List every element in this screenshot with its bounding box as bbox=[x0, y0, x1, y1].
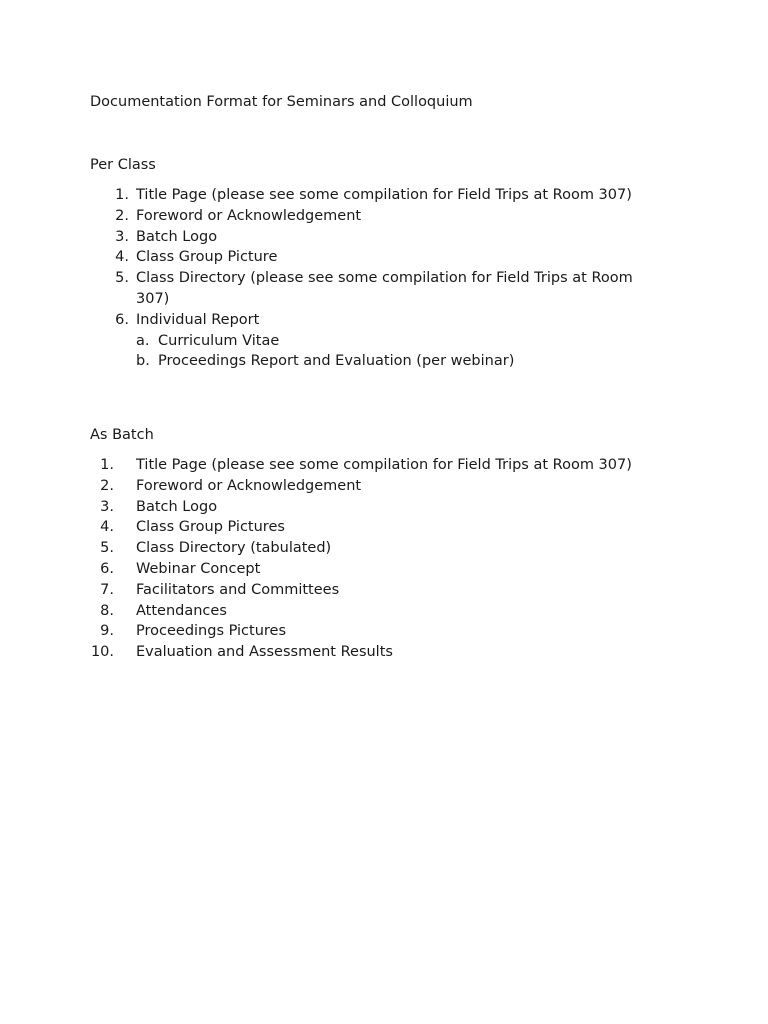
list-item-text: Class Group Pictures bbox=[136, 519, 285, 536]
list-item-text: Foreword or Acknowledgement bbox=[136, 477, 362, 494]
list-item-text: Attendances bbox=[136, 602, 227, 619]
list-item-text: Webinar Concept bbox=[136, 560, 261, 577]
list-item-number: 8. bbox=[100, 602, 114, 619]
per-class-list bbox=[90, 185, 670, 372]
list-item-text: Class Directory (tabulated) bbox=[136, 540, 332, 557]
list-item-number: 5. bbox=[115, 270, 129, 287]
sublist-item-letter: a. bbox=[136, 332, 150, 349]
list-item-number: 5. bbox=[100, 540, 114, 557]
list-item-number: 7. bbox=[100, 581, 114, 598]
list-item-number: 1. bbox=[115, 187, 129, 203]
list-item-text: Class Group Picture bbox=[136, 249, 278, 266]
list-item bbox=[90, 517, 670, 538]
list-item-number: 10. bbox=[90, 644, 114, 661]
list-item-text: Facilitators and Committees bbox=[136, 581, 340, 598]
list-item bbox=[90, 185, 670, 206]
list-item-number: 1. bbox=[100, 457, 114, 473]
list-item bbox=[90, 538, 670, 559]
sublist-item bbox=[136, 331, 670, 352]
list-item bbox=[90, 206, 670, 227]
as-batch-list bbox=[90, 455, 670, 663]
list-item bbox=[90, 247, 670, 268]
sublist-item-text: Proceedings Report and Evaluation (per webinar) bbox=[158, 353, 515, 370]
list-item bbox=[90, 580, 670, 601]
list-item bbox=[90, 310, 670, 372]
list-item bbox=[90, 601, 670, 622]
list-item-number: 4. bbox=[100, 519, 114, 536]
list-item-number: 4. bbox=[115, 249, 129, 266]
list-item-number: 9. bbox=[100, 623, 114, 640]
list-item-text: Evaluation and Assessment Results bbox=[136, 644, 393, 661]
list-item-text: Individual Report bbox=[136, 311, 260, 328]
list-item bbox=[90, 455, 670, 476]
list-item bbox=[90, 559, 670, 580]
document-title: Documentation Format for Seminars and Colloquium bbox=[90, 94, 473, 110]
individual-report-sublist bbox=[90, 331, 670, 373]
list-item-number: 2. bbox=[115, 207, 129, 224]
section-heading-per-class: Per Class bbox=[90, 157, 156, 173]
list-item-number: 3. bbox=[100, 498, 114, 515]
list-item-text: Foreword or Acknowledgement bbox=[136, 207, 362, 224]
sublist-item-letter: b. bbox=[136, 353, 150, 370]
list-item-text: Batch Logo bbox=[136, 228, 218, 245]
list-item-text: Title Page (please see some compilation for Field Trips at Room 307) bbox=[136, 457, 632, 473]
section-heading-as-batch: As Batch bbox=[90, 427, 154, 443]
list-item-text: Batch Logo bbox=[136, 498, 218, 515]
list-item bbox=[90, 642, 670, 663]
sublist-item bbox=[136, 351, 670, 372]
list-item-text: Class Directory (please see some compilation for Field Trips at Room 307) bbox=[136, 270, 633, 307]
list-item bbox=[90, 621, 670, 642]
list-item-number: 6. bbox=[115, 311, 129, 328]
list-item-number: 2. bbox=[100, 477, 114, 494]
list-item bbox=[90, 227, 670, 248]
list-item bbox=[90, 476, 670, 497]
list-item-number: 6. bbox=[100, 560, 114, 577]
sublist-item-text: Curriculum Vitae bbox=[158, 332, 280, 349]
list-item bbox=[90, 268, 670, 310]
list-item-number: 3. bbox=[115, 228, 129, 245]
list-item-text: Title Page (please see some compilation for Field Trips at Room 307) bbox=[136, 187, 632, 203]
list-item-text: Proceedings Pictures bbox=[136, 623, 287, 640]
list-item bbox=[90, 497, 670, 518]
